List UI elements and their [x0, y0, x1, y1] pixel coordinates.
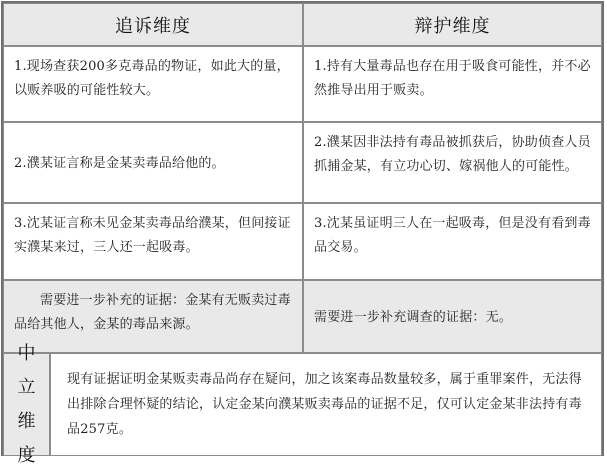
- prosecution-evidence-needed-text: 需要进一步补充的证据：金某有无贩卖过毒品给其他人，金某的毒品来源。: [14, 293, 291, 332]
- prosecution-header-label: 追诉维度: [115, 15, 191, 37]
- defense-point-1-text: 1.持有大量毒品也存在用于吸食可能性，并不必然推导出用于贩卖。: [314, 59, 591, 98]
- prosecution-point-2-text: 2.濮某证言称是金某卖毒品给他的。: [14, 155, 225, 171]
- prosecution-point-1-text: 1.现场查获200多克毒品的物证，如此大的量，以贩养吸的可能性较大。: [14, 59, 290, 98]
- neutral-conclusion-text: 现有证据证明金某贩卖毒品尚存在疑问，加之该案毒品数量较多，属于重罪案件，无法得出排除合理怀疑的结论，认定金某向濮某贩卖毒品的证据不足，仅可认定金某非法持有毒品257克。: [67, 372, 582, 437]
- neutral-label-char-4: 度: [17, 444, 36, 466]
- neutral-dimension-conclusion: [50, 353, 602, 456]
- neutral-dimension-label: [3, 342, 50, 466]
- neutral-label-char-1: 中: [17, 342, 36, 364]
- prosecution-point-3-text: 3.沈某证言称未见金某卖毒品给濮某，但间接证实濮某来过，三人还一起吸毒。: [14, 216, 291, 255]
- defense-point-2-text: 2.濮某因非法持有毒品被抓获后，协助侦查人员抓捕金某，有立功心切、嫁祸他人的可能性。: [314, 135, 591, 174]
- neutral-label-char-2: 立: [17, 376, 36, 398]
- defense-header-label: 辩护维度: [414, 15, 491, 37]
- prosecution-point-2: [3, 122, 303, 203]
- prosecution-point-1: [3, 46, 303, 122]
- defense-evidence-needed: [303, 280, 602, 353]
- prosecution-header: [3, 3, 303, 46]
- defense-point-3-text: 3.沈某虽证明三人在一起吸毒，但是没有看到毒品交易。: [314, 216, 591, 255]
- defense-point-3: [303, 203, 602, 280]
- defense-header: [303, 3, 602, 46]
- defense-point-1: [303, 46, 602, 122]
- prosecution-point-3: [3, 203, 303, 280]
- defense-point-2: [303, 122, 602, 203]
- defense-evidence-needed-text: 需要进一步补充调查的证据：无。: [314, 309, 513, 325]
- prosecution-evidence-needed: [3, 280, 303, 353]
- neutral-label-char-3: 维: [17, 410, 36, 432]
